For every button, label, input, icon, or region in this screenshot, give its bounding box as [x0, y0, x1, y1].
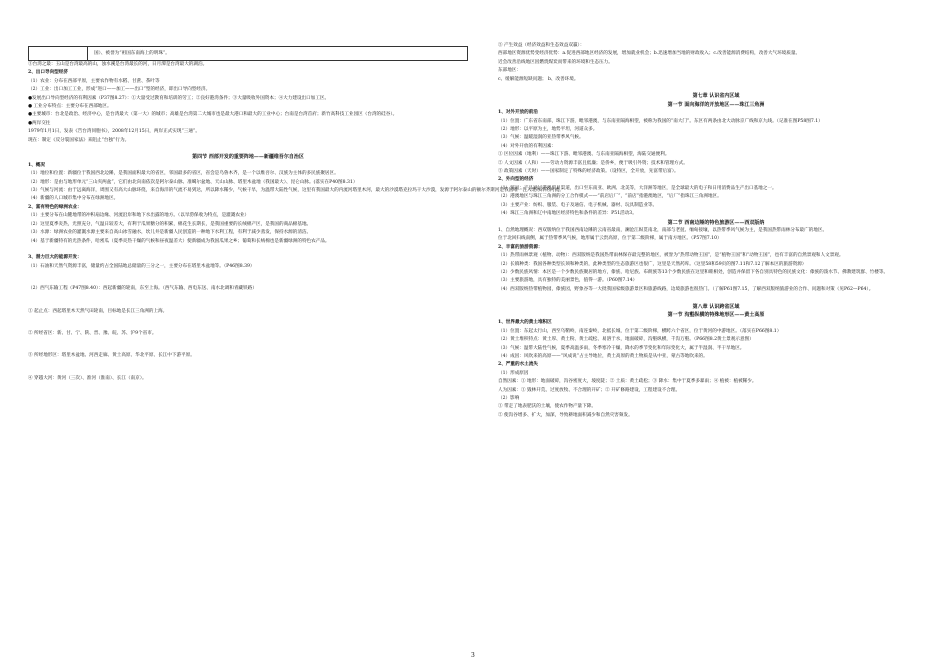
text-line: （1）贸易：产品通过港澳贸易渠道，出口至东南亚、欧洲、北美等，大洋洲等地区，是全球最大的电子和日用消费品生产出口基地之一。 — [498, 185, 777, 191]
text-line: 位于北回归线南侧，属于热带季风气候，地形属于云贵高原，位于第二级阶梯，属于南方地区。（P57图7.10） — [498, 236, 722, 242]
text-line: ① 区位因素（地利）——珠江下游、毗邻港澳、与东南亚隔海相望，海陆交通便利。 — [498, 152, 670, 158]
text-line: ② 使沟谷增多、扩大，加深，导致耕地面积减少和自然灾害频发。 — [498, 412, 633, 418]
text-line: （2）地形：是由与地形单元“三山夹两盆”，它们由北向南依次是阿尔泰山脉、准噶尔盆地、天山山脉、塔里木盆地（我国最大）、昆仑山脉。(落实在P40图8.31） — [28, 179, 358, 185]
text-line: （4）成因：风吹来的高原——“风成说”占主导地位，黄土高原的黄土物质是从中亚，蒙古等地吹来的。 — [498, 354, 708, 359]
section-heading: 1、概况 — [28, 162, 45, 168]
text-line: 近会改善沿线地区因燃烧煤炭而带来的环境和生态压力。 — [498, 59, 613, 65]
section-title: 第四节 西部开发的重要阵地——新疆维吾尔自治区 — [192, 154, 304, 161]
text-line: ② 人文因素（人和）——劳动力资源丰富且低廉；是侨乡，便于吸引外资；技术和管理方式。 — [498, 160, 688, 166]
table-cell-empty — [29, 47, 88, 60]
section-heading: 2、丰富的旅游资源： — [498, 244, 543, 250]
text-line: （2）西气东输工程（P47图8.40）：西起新疆的轮南，东至上海。（西气东输、西电东送、南水北调和青藏铁路） — [28, 286, 257, 292]
right-column — [498, 0, 934, 420]
text-line: ● 工业分布特点：主要分布在西部地区。 — [28, 104, 112, 110]
text-line: （2）港澳地区与珠江三角洲的分工合作模式——“前店后厂”，“前店”指港澳地区，“后厂”指珠江三角洲地区。 — [498, 194, 722, 200]
chapter-title: 第八章 认识跨省区域 — [692, 303, 740, 310]
text-line: （1）形成原因 — [498, 370, 529, 376]
section-title: 第二节 西南边陲的特色旅游区——西双版纳 — [667, 219, 765, 226]
text-line: （4）珠江三角洲和辽中南地区经济特色和条件的差异：P51活动3。 — [498, 211, 637, 217]
section-heading: 2、外向型的经济 — [498, 177, 534, 183]
section-heading: 1、对外开放的前沿 — [498, 110, 538, 116]
text-line: （2）地形：以平原为主，地势平坦，河道众多。 — [498, 127, 598, 133]
text-line: （1）农业：分布在西部平原，主要农作物有水稻、甘蔗、茶叶等 — [28, 78, 160, 84]
text-line: ① 起止点：西起塔里木天然气田轮南，目标地是长江三角洲的上海。 — [28, 308, 168, 314]
text-line: （2）影响 — [498, 396, 520, 402]
text-line: ① 带走了地表肥沃的土壤，使农作物产量下降。 — [498, 404, 596, 410]
chapter-title: 第七章 认识省内区域 — [692, 93, 740, 100]
text-line: ② 所经省区：新、甘、宁、陕、晋、豫、皖、苏、沪9个省市。 — [28, 330, 157, 336]
section-heading: 1、世界最大的黄土堆积区 — [498, 320, 552, 326]
table-cell-text: 国）、被誉为“祖国东南海上的明珠”。 — [94, 51, 170, 56]
text-line: （4）西双版纳热带植物园，傣族园，野象谷等一大批我国家级旅游景区和旅游线路，边境旅游也很热门。（了解P61图7.15，了解西双版纳旅游业的合作、问题和对策（见P62—P64）。 — [498, 286, 874, 292]
text-line: 现在：制定《反分裂国家法》来阻止“台独”行为。 — [28, 137, 130, 143]
text-line: （2）长镇种类：我国各种类型长颈和种类的，此种类型的生态旅游区也很广，这里是天然药库。（这里58和59页的图7.11和7.12了解本区的旅游资源） — [498, 261, 807, 267]
text-line: c、缓解能源短缺问题； b、改善环境。 — [498, 76, 579, 82]
section-heading: 2、严重的水土流失 — [498, 362, 538, 368]
text-line: 自然因素：① 地形：地面破碎，沟谷密度大，坡度陡；② 土质：黄土疏松；③ 降水：集中于夏季多暴雨；④ 植被：植被稀少。 — [498, 379, 757, 385]
text-line: ④ 穿越大河：黄河（三次）、淮河（淮南）、长江（南京）。 — [28, 375, 147, 381]
text-line: ③台湾之最：玉山是台湾最高的山，浊水溪是台湾最长的河，日月潭是台湾最大的湖泊。 — [28, 62, 208, 67]
text-line: （3）气候：温暖湿润的亚热带季风气候。 — [498, 135, 584, 141]
text-line: （4）新疆的人口城市集中分布在绿洲地区。 — [28, 196, 119, 202]
text-line: （3）气候与河流：由于远离海洋，周围又有高大山脉环绕，来自海洋的气流不易到达，所以降水稀少，气候干旱，为温带大陆性气候，这里有我国最大的内流河塔里木河，最大的沙漠塔克拉玛干大沙漠，发源于阿尔泰山的额尔齐斯河是我国唯一注入北冰洋的河流。 — [28, 188, 564, 194]
text-line: ●两岸交往 — [28, 120, 51, 126]
text-line: （1）热带雨林景观（植物、动物）：西双版纳是我国热带雨林保存最完整的地区，被誉为“热带动物王国”，是“植物王国”和“动物王国”，也有丰富的自然景观和人文景观。 — [498, 253, 844, 259]
text-line: （3）主要旅游地，具有独特的美丽景色，值得一游。（P60图7.14） — [498, 278, 638, 284]
text-line: （1）地位和位置：新疆位于我国西北边陲，是我国面积最大的省区，邻国最多的省区，省会是乌鲁木齐，是一个以维吾尔、汉族为主体的多民族聚居区。 — [28, 171, 339, 177]
text-line: （3）水源：绿洲农业的灌溉水源主要来自高山冰雪融水，坎儿井是新疆人民创造的一种地下水利工程，有利于减少蒸发，保持水源的清洁。 — [28, 230, 312, 236]
text-line: （2）这里夏季炎热，光照充分，气温日较差大，有利于瓜果糖分的积累，棉花生长期长，是我国重要的长绒棉产区，是我国的商品棉基地。 — [28, 221, 312, 227]
section-title: 第一节 沟壑纵横的特殊地形区——黄土高原 — [667, 311, 765, 318]
section-title: 第一节 面向海洋的开放地区——珠江三角洲 — [667, 101, 765, 108]
text-line: ●发展出口导向型经济的有利因素（P37图8.27）：①大量受过教育和培训的劳工；②良好港湾条件；③大量吸收外国资本；④大力建设出口加工区。 — [28, 95, 330, 101]
text-line: （2）工业：出口加工工业，形成“进口——加工——出口”型的经济，即出口导向型经济。 — [28, 87, 211, 93]
section-heading: 2、出口导向型经济 — [28, 70, 68, 76]
text-line: （1）主要分布在山麓地带的冲积扇边缘、河流沿岸和地下水出露的地方。（以旱涝保收为特点，是灌溉农业） — [28, 213, 250, 219]
text-line: （3）气候：温带大陆性气候，夏季高温多雨，冬季寒冷干燥，降水的季节变化和年际变化大，属于半湿润、半干旱地区。 — [498, 345, 745, 351]
text-line: 人为因素：① 毁林开荒、过度放牧、不合理的开矿；② 开矿修路建设，工程建设不合理。 — [498, 387, 681, 393]
text-line: （1）位置：东起太行山，西至乌鞘岭，南连秦岭，北抵长城，位于第二级阶梯，横跨六个省区，位于黄河的中游地区。（落实在P66图8.1） — [498, 328, 782, 334]
text-line: 西部地区资源优势变经济优势：a.促进西部地区经济的发展，增加就业机会；b.迅速增加当地的财政收入；c.改善能源消费结构，改善大气环境质量。 — [498, 51, 801, 57]
text-line: 1979年1月1日，发表《告台湾同胞书》，2008年12月15日，两岸正式实现“三通”。 — [28, 129, 200, 135]
table-row — [28, 46, 468, 61]
text-line: （4）对外开放的有利因素： — [498, 143, 557, 149]
section-heading: 2、富有特色的绿洲农业： — [28, 204, 82, 210]
section-heading: 3、潜力巨大的能源开发： — [28, 255, 82, 261]
text-line: （1）石油和天然气资源丰富，储量约占全国陆地总储量的三分之一，主要分布在塔里木盆地等。（P46图8.39） — [28, 263, 255, 269]
text-line: ③ 政策因素（天时）——国家制定了特殊的经济政策。（设特区，全开放，先富带后富）。 — [498, 169, 679, 175]
text-line: ●主要城市：台北是政治、经济中心，是台湾最大（第一大）的城市；高雄是台湾第二大城市也是最大港口和最大的工业中心；台南是台湾首府；新竹高科技工业园区（台湾的硅谷）。 — [28, 112, 398, 118]
text-line: （2）少数民族风情：本区是一个少数民族聚居的地方，傣族、哈尼族、布朗族等13个少数民族在这里和睦相处，创造并保留下各自别具特色的民族文化：傣族的泼水节、佛教建筑群、竹楼等。 — [498, 269, 889, 275]
text-line: （1）位置：广东省东南部，珠江下游，毗邻港澳，与东南亚隔海相望，被称为我国的“南大门”。东区有两条由北大动脉京广线和京九线。（记准在图P58图7.1） — [498, 118, 823, 124]
text-line: ③ 所经地形区：塔里木盆地、河西走廊、黄土高原、华北平原、长江中下游平原。 — [28, 353, 195, 359]
text-line: （4）基于新疆特有的光热条件，哈密瓜（夏季炎热干燥的气候和昼夜温差大）使新疆成为我国瓜果之乡；葡萄和长绒棉也是新疆绿洲的特色农产品。 — [28, 238, 330, 244]
text-line: 东部地区： — [498, 68, 521, 74]
page-number: 3 — [471, 652, 475, 659]
text-line: （3）主要产业：纺织、服装、电子及通信、电子机械、器材、玩具制造业等。 — [498, 202, 658, 208]
text-line: （2）黄土堆积特点：黄土厚、黄土粉、黄土疏松、易溶于水，地面破碎，沟壑纵横，千沟万壑。（P66图8.2黄土景观示意图） — [498, 337, 754, 343]
text-line: 1、自然地理概况：西双版纳位于我国西南边陲的云南省最南，澜沧江纵贯南北，南部与老挝、缅甸接壤，以热带季风气候为主，是我国热带雨林分布最广的地区。 — [498, 227, 828, 233]
text-line: ⑤ 产生效益（经济效益和生态效益双赢）： — [498, 43, 585, 48]
